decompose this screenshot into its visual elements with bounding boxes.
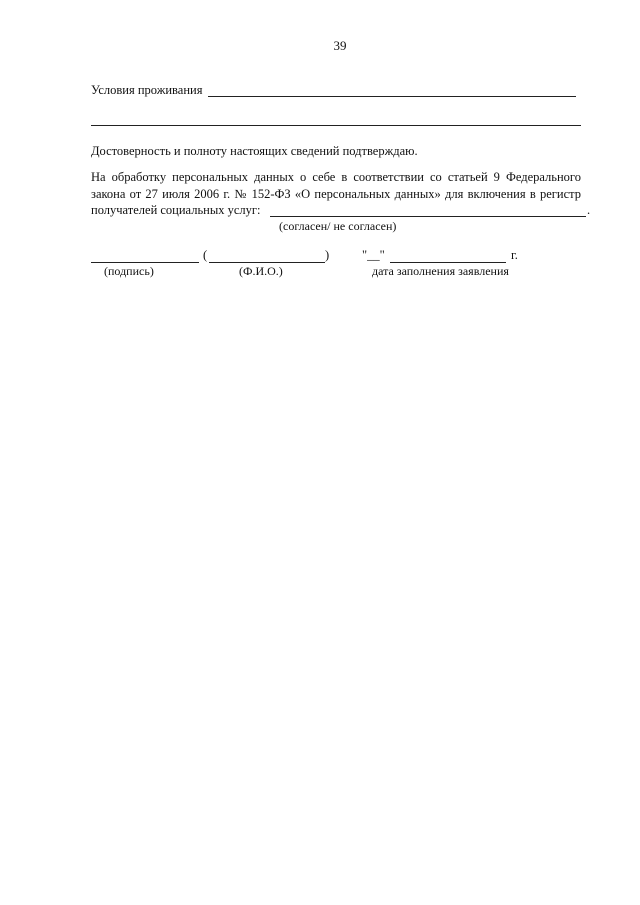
year-suffix: г. (511, 248, 518, 262)
date-month-field[interactable] (390, 262, 506, 263)
fio-field[interactable] (209, 262, 325, 263)
consent-options-caption: (согласен/ не согласен) (279, 219, 397, 233)
consent-line-2: закона от 27 июля 2006 г. № 152-ФЗ «О персональных данных» для включения в регистр (91, 187, 581, 201)
confirmation-statement: Достоверность и полноту настоящих сведений подтверждаю. (91, 144, 418, 158)
date-day-field[interactable]: "__" (362, 248, 385, 262)
fio-close-paren: ) (325, 248, 330, 262)
living-conditions-field[interactable] (208, 96, 576, 97)
consent-line-3-period: . (587, 203, 591, 217)
living-conditions-field-continued[interactable] (91, 125, 581, 126)
consent-answer-field[interactable] (270, 216, 586, 217)
living-conditions-label: Условия проживания (91, 83, 203, 97)
date-caption: дата заполнения заявления (372, 264, 509, 278)
signature-field[interactable] (91, 262, 199, 263)
page-number: 39 (333, 38, 347, 53)
signature-caption: (подпись) (104, 264, 154, 278)
consent-line-1: На обработку персональных данных о себе в соответствии со статьей 9 Федерального (91, 170, 581, 184)
fio-caption: (Ф.И.О.) (239, 264, 283, 278)
consent-line-3-label: получателей социальных услуг: (91, 203, 261, 217)
fio-open-paren: ( (203, 248, 208, 262)
